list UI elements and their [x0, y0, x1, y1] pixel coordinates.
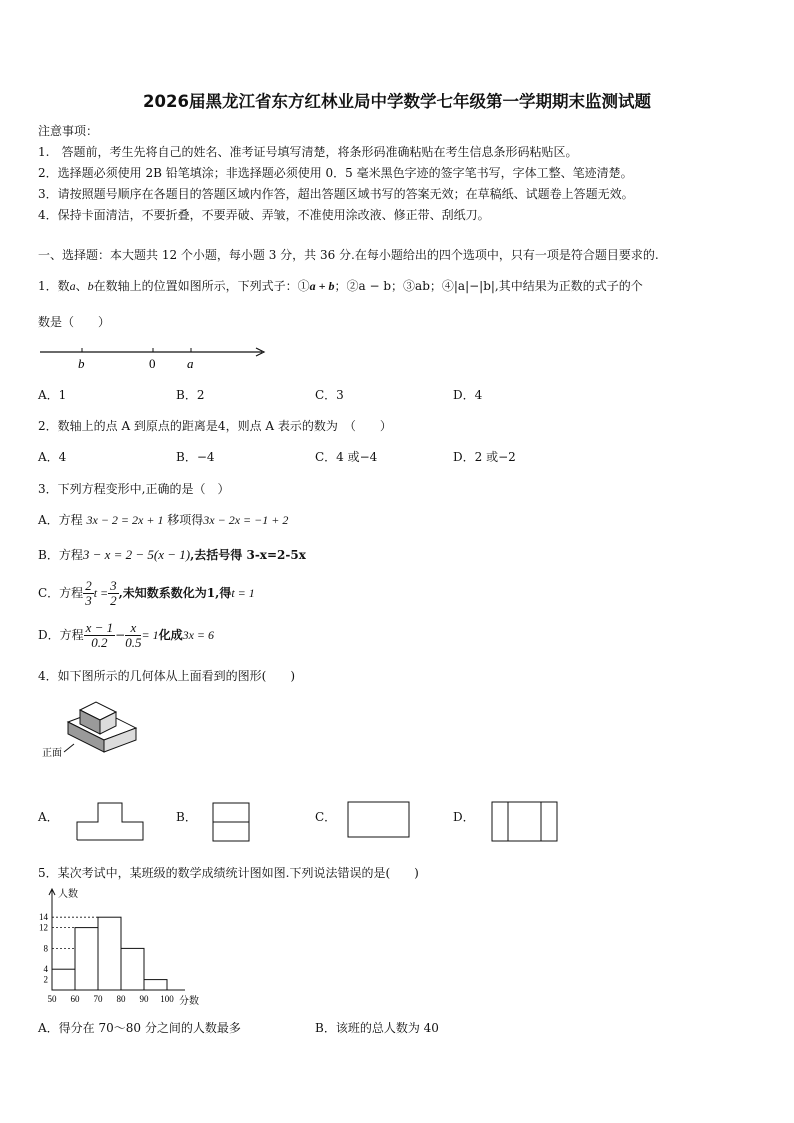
- option-a: A．4: [38, 450, 67, 464]
- question-3-stem: 3．下列方程变形中,正确的是（ ）: [38, 482, 230, 496]
- option-c: C．: [315, 810, 337, 824]
- axis-label-a: a: [187, 356, 194, 371]
- note-item: 1. 答题前，考生先将自己的姓名、准考证号填写清楚，将条形码准确粘贴在考生信息条形码粘贴区。: [38, 145, 578, 159]
- y-axis-label: 人数: [58, 889, 78, 900]
- histogram-bar: [144, 980, 167, 990]
- x-tick-label: 70: [93, 994, 103, 1004]
- histogram-bar: [121, 948, 144, 990]
- question-1-stem: 1．数a、b在数轴上的位置如图所示，下列式子：①a + b；②a − b；③ab；④|a|−|b|,其中结果为正数的式子的个: [38, 279, 643, 293]
- option-d: D．4: [453, 388, 483, 402]
- question-5-stem: 5．某次考试中，某班级的数学成绩统计图如图.下列说法错误的是( ): [38, 866, 419, 880]
- x-tick-label: 60: [70, 994, 80, 1004]
- question-3-option-c: C．方程 $\frac{2}{3}$ t = $\frac{3}{2}$ ,未知数系数化为1,得t = 1: [38, 578, 255, 608]
- front-label: 正面: [42, 748, 62, 759]
- x-tick-label: 50: [47, 994, 57, 1004]
- y-tick-label: 12: [39, 922, 48, 933]
- option-a: A．1: [38, 388, 67, 402]
- score-histogram: [28, 886, 228, 1010]
- x-tick-label: 90: [139, 994, 149, 1004]
- number-line: [36, 340, 276, 372]
- histogram-bar: [98, 917, 121, 990]
- option-d: D．2 或−2: [453, 450, 516, 464]
- x-tick-label: 100: [160, 994, 174, 1004]
- question-3-option-a: A．方程 3x − 2 = 2x + 1 移项得3x − 2x = −1 + 2: [38, 513, 289, 527]
- shape-d: [491, 801, 559, 843]
- shape-c: [347, 801, 411, 839]
- question-3-option-d: D．方程 $\frac{x - 1}{0.2}$ − $\frac{x}{0.5}$ = 1化成3x = 6: [38, 620, 215, 650]
- shape-b: [212, 802, 252, 842]
- y-tick-label: 14: [39, 912, 48, 923]
- solid-figure: [38, 694, 148, 764]
- question-1-stem-cont: 数是（ ）: [38, 315, 111, 329]
- note-item: 3．请按照题号顺序在各题目的答题区域内作答，超出答题区域书写的答案无效；在草稿纸、试题卷上答题无效。: [38, 187, 634, 201]
- option-a: A．得分在 70～80 分之间的人数最多: [38, 1021, 241, 1035]
- option-b: B．: [176, 810, 197, 824]
- option-c: C．3: [315, 388, 344, 402]
- question-2-stem: 2．数轴上的点 A 到原点的距离是4，则点 A 表示的数为 （ ）: [38, 419, 392, 433]
- option-b: B．−4: [176, 450, 215, 464]
- note-item: 2．选择题必须使用 2B 铅笔填涂；非选择题必须使用 0．5 毫米黑色字迹的签字笔书写，字体工整、笔迹清楚。: [38, 166, 633, 180]
- histogram-bar: [52, 969, 75, 990]
- axis-label-0: 0: [149, 356, 156, 371]
- y-tick-label: 4: [43, 964, 48, 975]
- question-4-stem: 4．如下图所示的几何体从上面看到的图形( ): [38, 669, 295, 683]
- question-3-option-b: B．方程3 − x = 2 − 5(x − 1),去括号得 3-x=2-5x: [38, 547, 306, 562]
- x-axis-label: 分数: [179, 996, 199, 1007]
- histogram-bar: [75, 928, 98, 990]
- section-heading: 一、选择题：本大题共 12 个小题，每小题 3 分，共 36 分.在每小题给出的四个选项中，只有一项是符合题目要求的.: [38, 248, 659, 262]
- option-a: A．: [38, 810, 59, 824]
- note-item: 4．保持卡面清洁，不要折叠，不要弄破、弄皱，不准使用涂改液、修正带、刮纸刀。: [38, 208, 490, 222]
- option-b: B．2: [176, 388, 205, 402]
- page-title: 2026届黑龙江省东方红林业局中学数学七年级第一学期期末监测试题: [143, 92, 651, 111]
- x-tick-label: 80: [116, 994, 126, 1004]
- notes-header: 注意事项：: [38, 124, 99, 138]
- option-c: C．4 或−4: [315, 450, 378, 464]
- axis-label-b: b: [78, 356, 85, 371]
- y-tick-label: 8: [43, 943, 48, 954]
- option-d: D．: [453, 810, 475, 824]
- option-b: B．该班的总人数为 40: [315, 1021, 439, 1035]
- shape-a: [76, 802, 146, 842]
- y-tick-label: 2: [43, 974, 48, 985]
